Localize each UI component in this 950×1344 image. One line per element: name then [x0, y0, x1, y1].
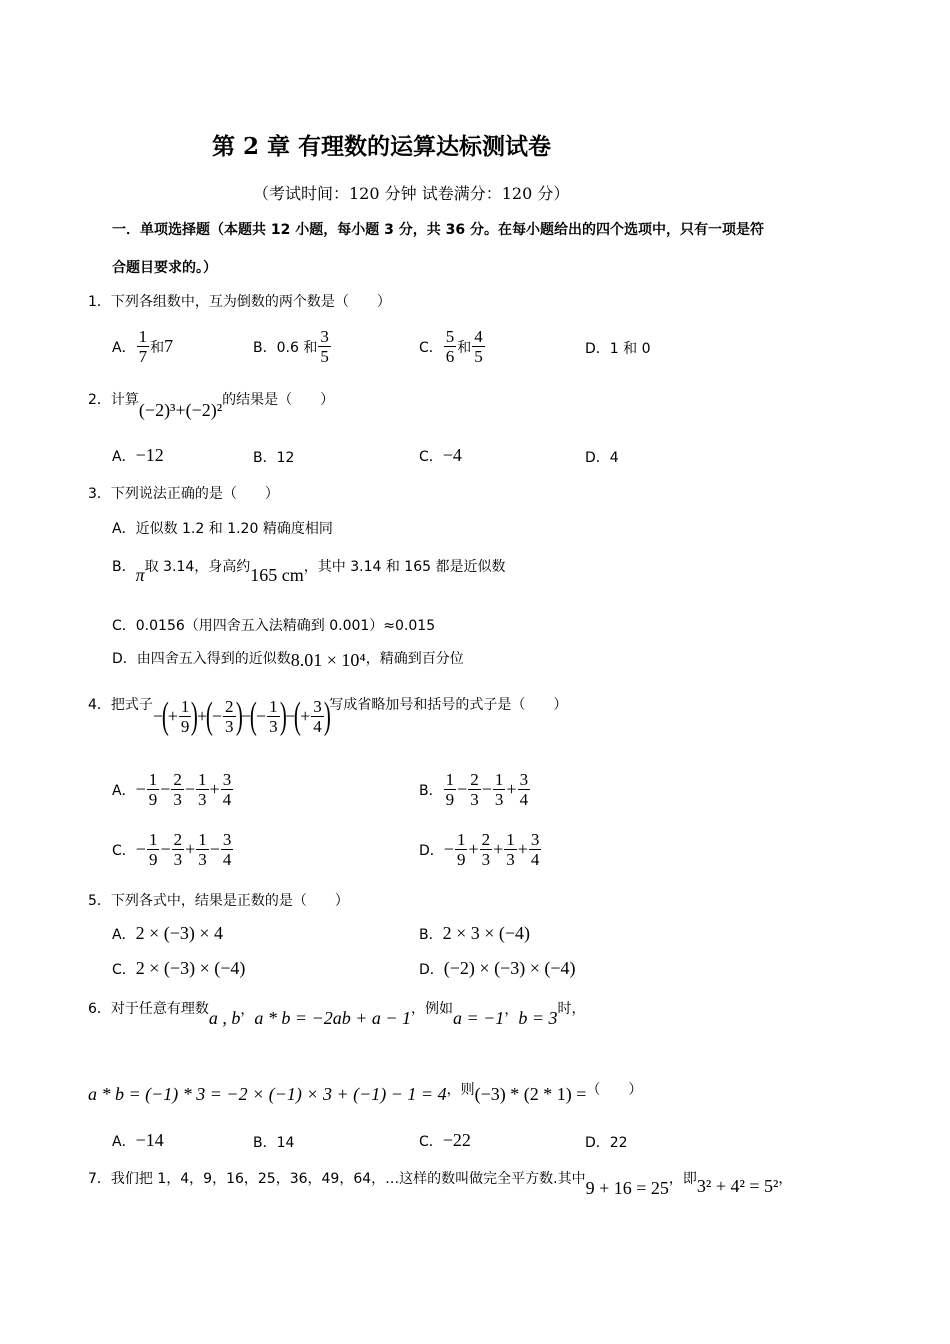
q3-option-a: A．近似数 1.2 和 1.20 精确度相同	[112, 521, 333, 537]
q4-option-c: C． − $\frac{1}{9}$ − $\frac{2}{3}$ + $\frac{1}{3}$ − $\frac{3}{4}$	[112, 830, 232, 869]
q2-option-c: C． −4	[419, 445, 462, 465]
q2-option-b: B．12	[253, 450, 295, 466]
q6-option-a: A． −14	[112, 1130, 164, 1150]
q5-option-d: D． (−2) × (−3) × (−4)	[419, 958, 576, 978]
q5-stem: 5．下列各式中，结果是正数的是（ ）	[88, 893, 349, 909]
q5-option-a: A． 2 × (−3) × 4	[112, 923, 224, 943]
q7-stem: 7．我们把 1，4，9，16，25，36，49，64，…这样的数叫做完全平方数.其中 9 + 16 = 25 ，即 3² + 4² = 5² ，	[88, 1171, 793, 1198]
fraction: $\frac{1}{7}$	[138, 327, 148, 366]
q4-option-a: A． − $\frac{1}{9}$ − $\frac{2}{3}$ − $\frac{1}{3}$ + $\frac{3}{4}$	[112, 770, 232, 809]
q1-option-c: C． $\frac{5}{6}$ 和 $\frac{4}{5}$	[419, 327, 483, 366]
q5-option-c: C． 2 × (−3) × (−4)	[112, 958, 246, 978]
q2-stem: 2．计算 (−2)³+(−2)² 的结果是（ ）	[88, 391, 335, 420]
q6-option-c: C． −22	[419, 1130, 471, 1150]
q6-option-d: D．22	[585, 1135, 628, 1151]
q1-option-a: A． $\frac{1}{7}$ 和 7	[112, 327, 174, 366]
fraction: $\frac{5}{6}$	[445, 327, 455, 366]
section-heading-cont: 合题目要求的。）	[112, 260, 217, 276]
q6-example: a * b = (−1) * 3 = −2 × (−1) × 3 + (−1) − 1 = 4 ，则 (−3) * (2 * 1) = （ ）	[88, 1081, 643, 1104]
q3-stem: 3．下列说法正确的是（ ）	[88, 486, 279, 502]
page-title: 第 2 章 有理数的运算达标测试卷	[212, 133, 552, 160]
q2-option-d: D．4	[585, 450, 619, 466]
q3-option-d: D．由四舍五入得到的近似数 8.01 × 10⁴ ，精确到百分位	[112, 650, 464, 670]
fraction: $\frac{3}{5}$	[320, 327, 329, 366]
exam-info: （考试时间：120 分钟 试卷满分：120 分）	[253, 184, 570, 203]
section-heading: 一．单项选择题（本题共 12 小题，每小题 3 分，共 36 分。在每小题给出的四个选项中，只有一项是符	[112, 222, 764, 238]
q1-stem: 1．下列各组数中，互为倒数的两个数是（ ）	[88, 294, 391, 310]
q4-option-b: B． $\frac{1}{9}$ − $\frac{2}{3}$ − $\frac{1}{3}$ + $\frac{3}{4}$	[419, 770, 529, 809]
q4-option-d: D． − $\frac{1}{9}$ + $\frac{2}{3}$ + $\frac{1}{3}$ + $\frac{3}{4}$	[419, 830, 540, 869]
q6-stem: 6．对于任意有理数 a , b ， a * b = −2ab + a − 1 ，例如 a = −1 ， b = 3 时，	[88, 1001, 586, 1028]
q5-option-b: B． 2 × 3 × (−4)	[419, 923, 531, 943]
q3-option-c: C．0.0156（用四舍五入法精确到 0.001）≈0.015	[112, 618, 436, 634]
q2-option-a: A． −12	[112, 445, 164, 465]
q4-stem: 4．把式子 − ( + $\frac{1}{9}$ ) + ( − $\frac{2}{3}$ ) − ( − $\frac{1}{3}$ ) − ( + $\frac{3}{4}$ ) 写成省略加号和括号的式子是（ ）	[88, 695, 568, 737]
q1-option-b: B．0.6 和 $\frac{3}{5}$	[253, 327, 329, 366]
q1-option-d: D．1 和 0	[585, 341, 651, 357]
q3-option-b: B． π 取 3.14，身高约 165 cm ，其中 3.14 和 165 都是近似数	[112, 558, 506, 585]
q6-option-b: B．14	[253, 1135, 295, 1151]
fraction: $\frac{4}{5}$	[474, 327, 483, 366]
